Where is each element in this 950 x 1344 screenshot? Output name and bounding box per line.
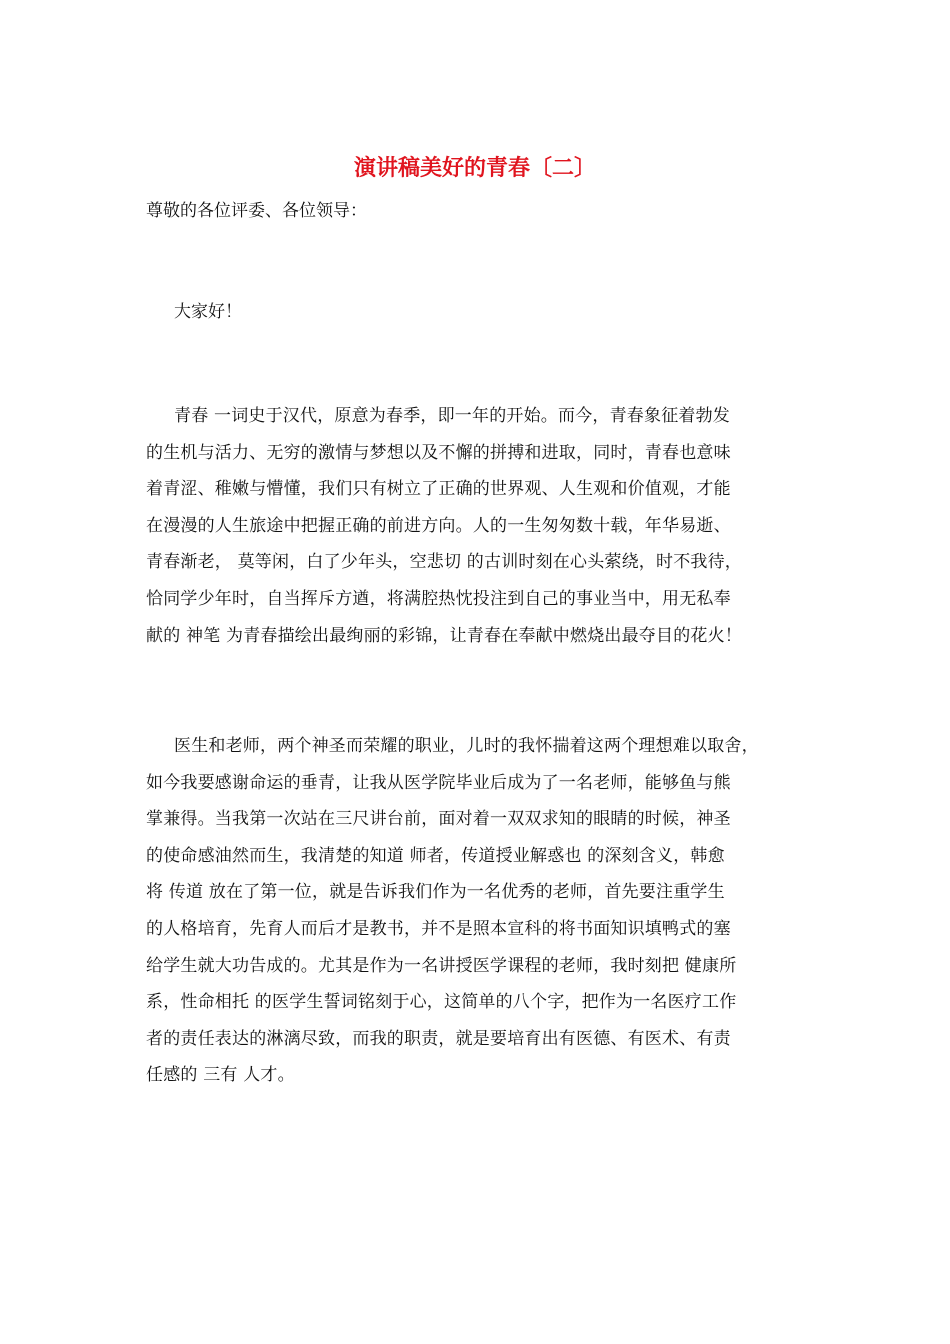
paragraph-line: 青春渐老， 莫等闲，白了少年头，空悲切 的古训时刻在心头萦绕，时不我待， (146, 552, 743, 573)
paragraph-line: 医生和老师，两个神圣而荣耀的职业，儿时的我怀揣着这两个理想难以取舍， (174, 736, 759, 756)
salutation: 尊敬的各位评委、各位领导： (146, 201, 367, 221)
paragraph-line: 如今我要感谢命运的垂青，让我从医学院毕业后成为了一名老师，能够鱼与熊 (146, 772, 731, 793)
paragraph-line: 青春 一词史于汉代，原意为春季，即一年的开始。而今，青春象征着勃发 (174, 406, 731, 426)
paragraph-line: 的人格培育，先育人而后才是教书，并不是照本宣科的将书面知识填鸭式的塞 (146, 918, 731, 939)
paragraph-line: 掌兼得。当我第一次站在三尺讲台前，面对着一双双求知的眼睛的时候，神圣 (146, 809, 731, 830)
paragraph-youth (146, 398, 816, 654)
paragraph-line: 者的责任表达的淋漓尽致，而我的职责，就是要培育出有医德、有医术、有责 (146, 1028, 731, 1049)
paragraph-line: 任感的 三有 人才。 (146, 1065, 295, 1086)
paragraph-line: 给学生就大功告成的。尤其是作为一名讲授医学课程的老师，我时刻把 健康所 (146, 955, 737, 976)
greeting: 大家好！ (174, 302, 242, 322)
paragraph-line: 献的 神笔 为青春描绘出最绚丽的彩锦，让青春在奉献中燃烧出最夺目的花火！ (146, 625, 743, 646)
paragraph-line: 恰同学少年时，自当挥斥方遒，将满腔热忱投注到自己的事业当中，用无私奉 (146, 588, 731, 609)
paragraph-line: 将 传道 放在了第一位，就是告诉我们作为一名优秀的老师，首先要注重学生 (146, 882, 725, 903)
paragraph-career (146, 728, 816, 1094)
document-title: 演讲稿美好的青春〔二〕 (353, 155, 596, 181)
paragraph-line: 在漫漫的人生旅途中把握正确的前进方向。人的一生匆匆数十载，年华易逝、 (146, 515, 731, 536)
paragraph-line: 系，性命相托 的医学生誓词铭刻于心，这简单的八个字，把作为一名医疗工作 (146, 992, 737, 1013)
paragraph-line: 着青涩、稚嫩与懵懂，我们只有树立了正确的世界观、人生观和价值观，才能 (146, 479, 731, 500)
paragraph-line: 的生机与活力、无穷的激情与梦想以及不懈的拼搏和进取，同时，青春也意味 (146, 442, 731, 463)
paragraph-line: 的使命感油然而生，我清楚的知道 师者，传道授业解惑也 的深刻含义，韩愈 (146, 845, 725, 866)
